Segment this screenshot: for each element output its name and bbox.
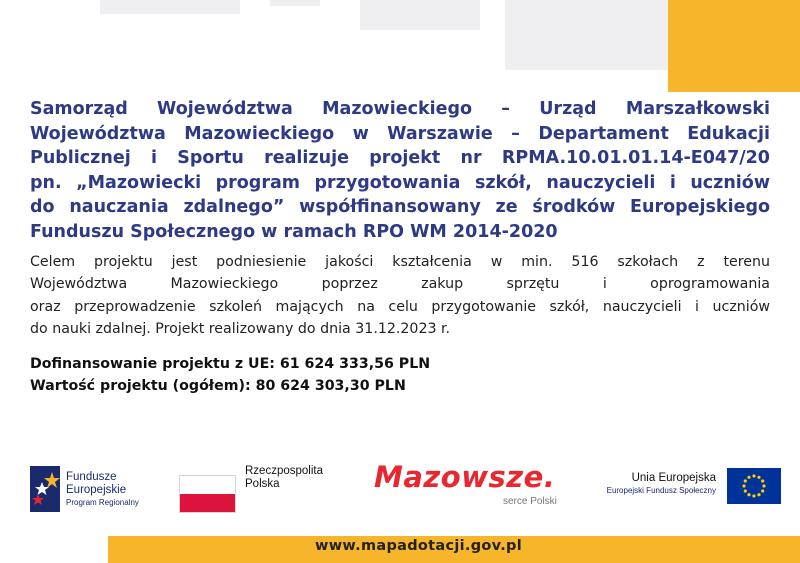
decor-block-2 [270, 0, 320, 6]
headline-line: Publicznej i Sportu realizuje projekt nr RPMA.10.01.01.14-E047/20 [30, 148, 770, 169]
mazowsze-logo [374, 460, 574, 512]
description-line: Województwa Mazowieckiego poprzez zakup sprzętu i oprogramowania [30, 276, 770, 293]
headline-line: pn. „Mazowiecki program przygotowania szkół, nauczycieli i uczniów [30, 172, 770, 193]
ue-cofinancing-amount: Dofinansowanie projektu z UE: 61 624 333,56 PLN [30, 355, 431, 372]
fundusze-sub: Program Regionalny [66, 498, 139, 507]
eu-flag-icon [727, 468, 781, 504]
polish-flag-icon [180, 476, 235, 512]
fundusze-line2: Europejskie [66, 484, 127, 496]
project-amounts [30, 353, 770, 398]
total-value-amount: Wartość projektu (ogółem): 80 624 303,30 PLN [30, 378, 406, 395]
mazowsze-tagline: serce Polski [503, 496, 557, 507]
main-content [30, 97, 770, 398]
website-link[interactable]: www.mapadotacji.gov.pl [315, 538, 522, 554]
unia-sub: Europejski Fundusz Społeczny [606, 486, 716, 495]
fundusze-europejskie-logo-icon [30, 466, 60, 512]
headline-line: do nauczania zdalnego” współfinansowany ze środków Europejskiego [30, 197, 770, 218]
rzeczpospolita-text [245, 465, 323, 491]
description-line: Celem projektu jest podniesienie jakości kształcenia w min. 516 szkołach z terenu [30, 253, 770, 270]
decor-block-1 [100, 0, 240, 14]
description-line: do nauki zdalnej. Projekt realizowany do dnia 31.12.2023 r. [30, 321, 451, 338]
logo-bar [0, 458, 800, 518]
decor-block-4 [505, 0, 668, 70]
rzeczpospolita-line1: Rzeczpospolita [245, 465, 323, 477]
decor-block-3 [360, 0, 480, 30]
rzeczpospolita-line2: Polska [245, 478, 280, 490]
headline-line: Województwa Mazowieckiego w Warszawie – Departament Edukacji [30, 123, 770, 144]
description-line: oraz przeprowadzenie szkoleń mających na celu przygotowanie szkół, nauczycieli i uczniów [30, 298, 770, 315]
footer-bar [108, 536, 800, 563]
project-description [30, 251, 770, 341]
headline-line: Funduszu Społecznego w ramach RPO WM 2014-2020 [30, 221, 558, 242]
fundusze-line1: Fundusze [66, 471, 117, 483]
unia-line1: Unia Europejska [631, 472, 716, 484]
project-headline [30, 97, 770, 245]
decor-yellow-corner [668, 0, 800, 92]
headline-line: Samorząd Województwa Mazowieckiego – Urząd Marszałkowski [30, 99, 770, 119]
unia-europejska-text [598, 471, 716, 497]
mazowsze-wordmark: Mazowsze. [374, 460, 556, 494]
fundusze-europejskie-text [66, 471, 176, 509]
